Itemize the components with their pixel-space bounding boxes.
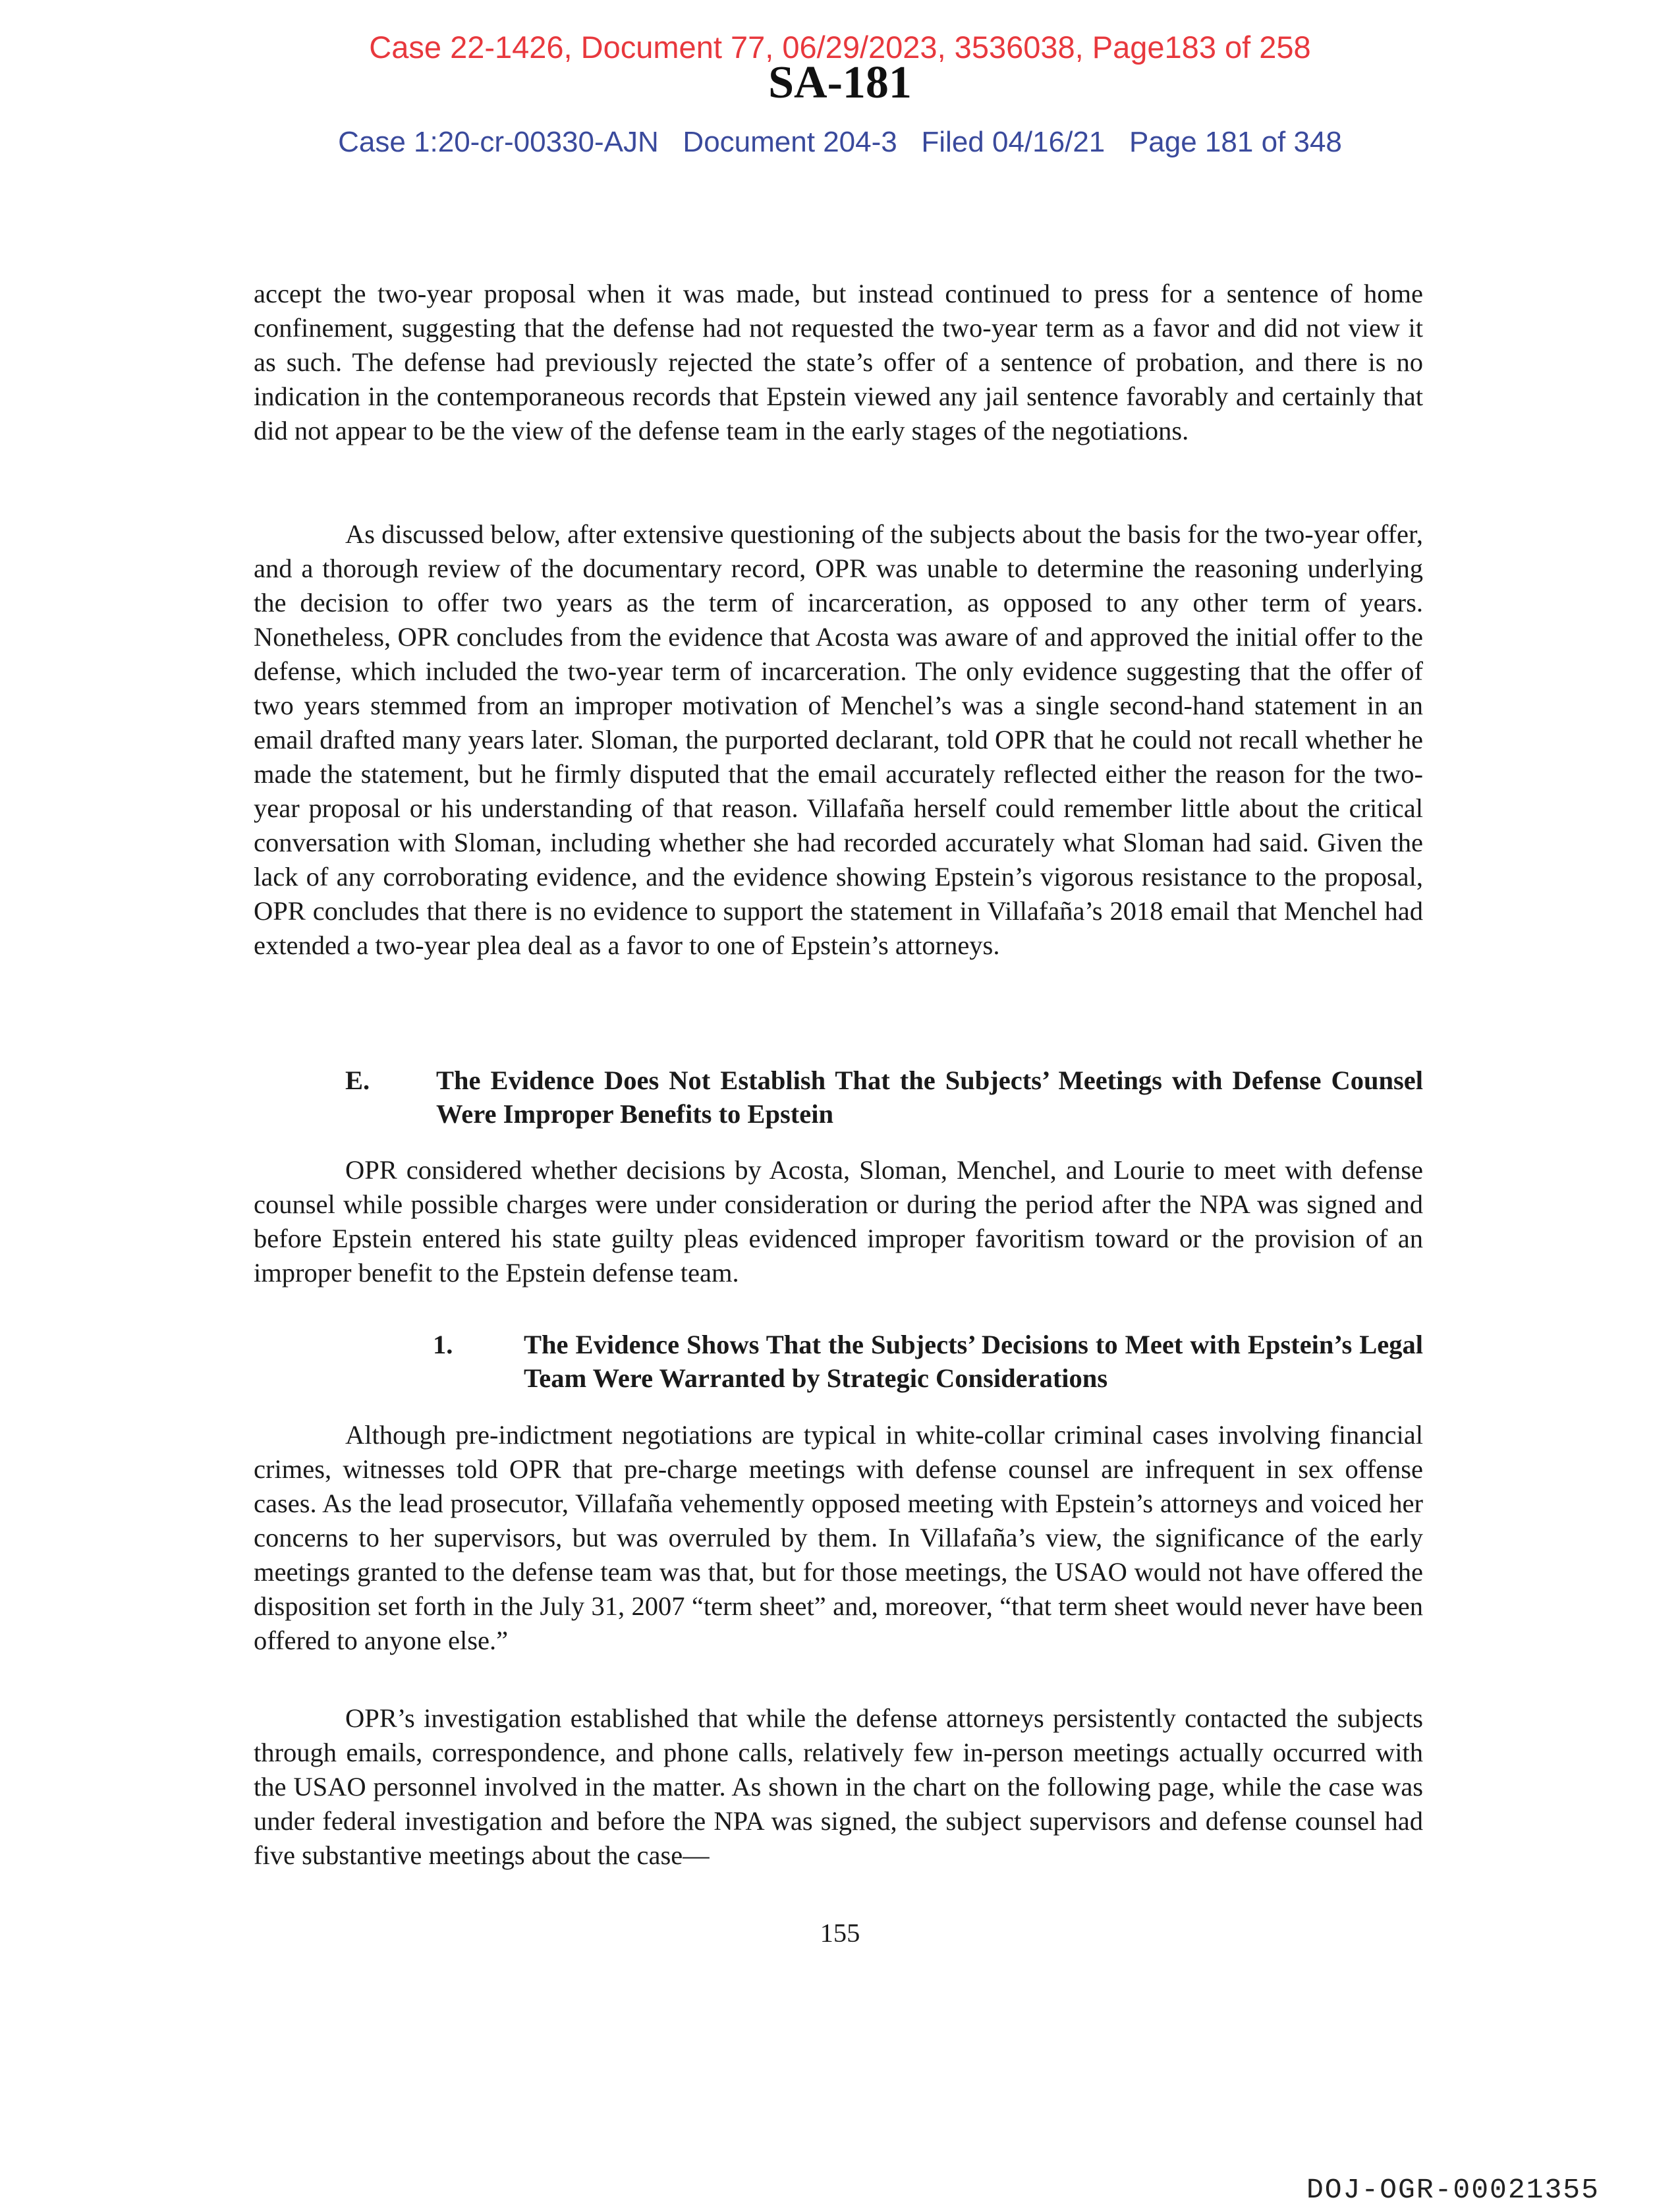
body-paragraph-4 <box>254 1418 1423 1658</box>
paragraph-text: As discussed below, after extensive questioning of the subjects about the basis for the two-year offer, and a thorough review of the documentary record, OPR was unable to determine the reasoning underlying the decision to offer two years as the term of incarceration, as opposed to any other term of years. Nonetheless, OPR concludes from the evidence that Acosta was aware of and approved the initial offer to the defense, which included the two-year term of incarceration. The only evidence suggesting that the offer of two years stemmed from an improper motivation of Menchel’s was a single second-hand statement in an email drafted many years later. Sloman, the purported declarant, told OPR that he could not recall whether he made the statement, but he firmly disputed that the email accurately reflected either the reason for the two-year proposal or his understanding of that reason. Villafaña herself could remember little about the critical conversation with Sloman, including whether she had recorded accurately what Sloman had said. Given the lack of any corroborating evidence, and the evidence showing Epstein’s vigorous resistance to the proposal, OPR concludes that there is no evidence to support the statement in Villafaña’s 2018 email that Menchel had extended a two-year plea deal as a favor to one of Epstein’s attorneys. <box>254 519 1423 960</box>
district-case-stamp: Case 1:20-cr-00330-AJN Document 204-3 Filed 04/16/21 Page 181 of 348 <box>338 126 1342 158</box>
page-number: 155 <box>820 1918 860 1948</box>
subsection-label: 1. <box>433 1330 453 1359</box>
exhibit-id: SA-181 <box>768 57 912 108</box>
paragraph-text: accept the two-year proposal when it was made, but instead continued to press for a sentence of home confinement, suggesting that the defense had not requested the two-year term as a favor and did not view it as such. The defense had previously rejected the state’s offer of a sentence of probation, and there is no indication in the contemporaneous records that Epstein viewed any jail sentence favorably and certainly that did not appear to be the view of the defense team in the early stages of the negotiations. <box>254 279 1423 445</box>
section-heading-e <box>345 1063 1423 1131</box>
body-paragraph-2 <box>254 517 1423 963</box>
paragraph-text: OPR considered whether decisions by Acosta, Sloman, Menchel, and Lourie to meet with defense counsel while possible charges were under consideration or during the period after the NPA was signed and before Epstein entered his state guilty pleas evidenced improper favoritism toward or the provision of an improper benefit to the Epstein defense team. <box>254 1155 1423 1288</box>
subsection-heading-1 <box>433 1328 1423 1395</box>
paragraph-text: OPR’s investigation established that while the defense attorneys persistently contacted the subjects through emails, correspondence, and phone calls, relatively few in-person meetings actually occurred with the USAO personnel involved in the matter. As shown in the chart on the following page, while the case was under federal investigation and before the NPA was signed, the subject supervisors and defense counsel had five substantive meetings about the case— <box>254 1703 1423 1870</box>
section-label: E. <box>345 1065 370 1095</box>
appellate-case-stamp: Case 22-1426, Document 77, 06/29/2023, 3536038, Page183 of 258 <box>369 30 1311 65</box>
paragraph-text: Although pre-indictment negotiations are typical in white-collar criminal cases involving financial crimes, witnesses told OPR that pre-charge meetings with defense counsel are infrequent in sex offense cases. As the lead prosecutor, Villafaña vehemently opposed meeting with Epstein’s attorneys and voiced her concerns to her supervisors, but was overruled by them. In Villafaña’s view, the significance of the early meetings granted to the defense team was that, but for those meetings, the USAO would not have offered the disposition set forth in the July 31, 2007 “term sheet” and, moreover, “that term sheet would never have been offered to anyone else.” <box>254 1420 1423 1655</box>
body-paragraph-3 <box>254 1153 1423 1290</box>
bates-number: DOJ-OGR-00021355 <box>1306 2174 1600 2206</box>
subsection-title: The Evidence Shows That the Subjects’ Decisions to Meet with Epstein’s Legal Team Were Warranted by Strategic Considerations <box>524 1330 1423 1393</box>
body-paragraph-5 <box>254 1701 1423 1873</box>
body-paragraph-1 <box>254 277 1423 448</box>
section-title: The Evidence Does Not Establish That the Subjects’ Meetings with Defense Counsel Were Improper Benefits to Epstein <box>436 1065 1423 1129</box>
